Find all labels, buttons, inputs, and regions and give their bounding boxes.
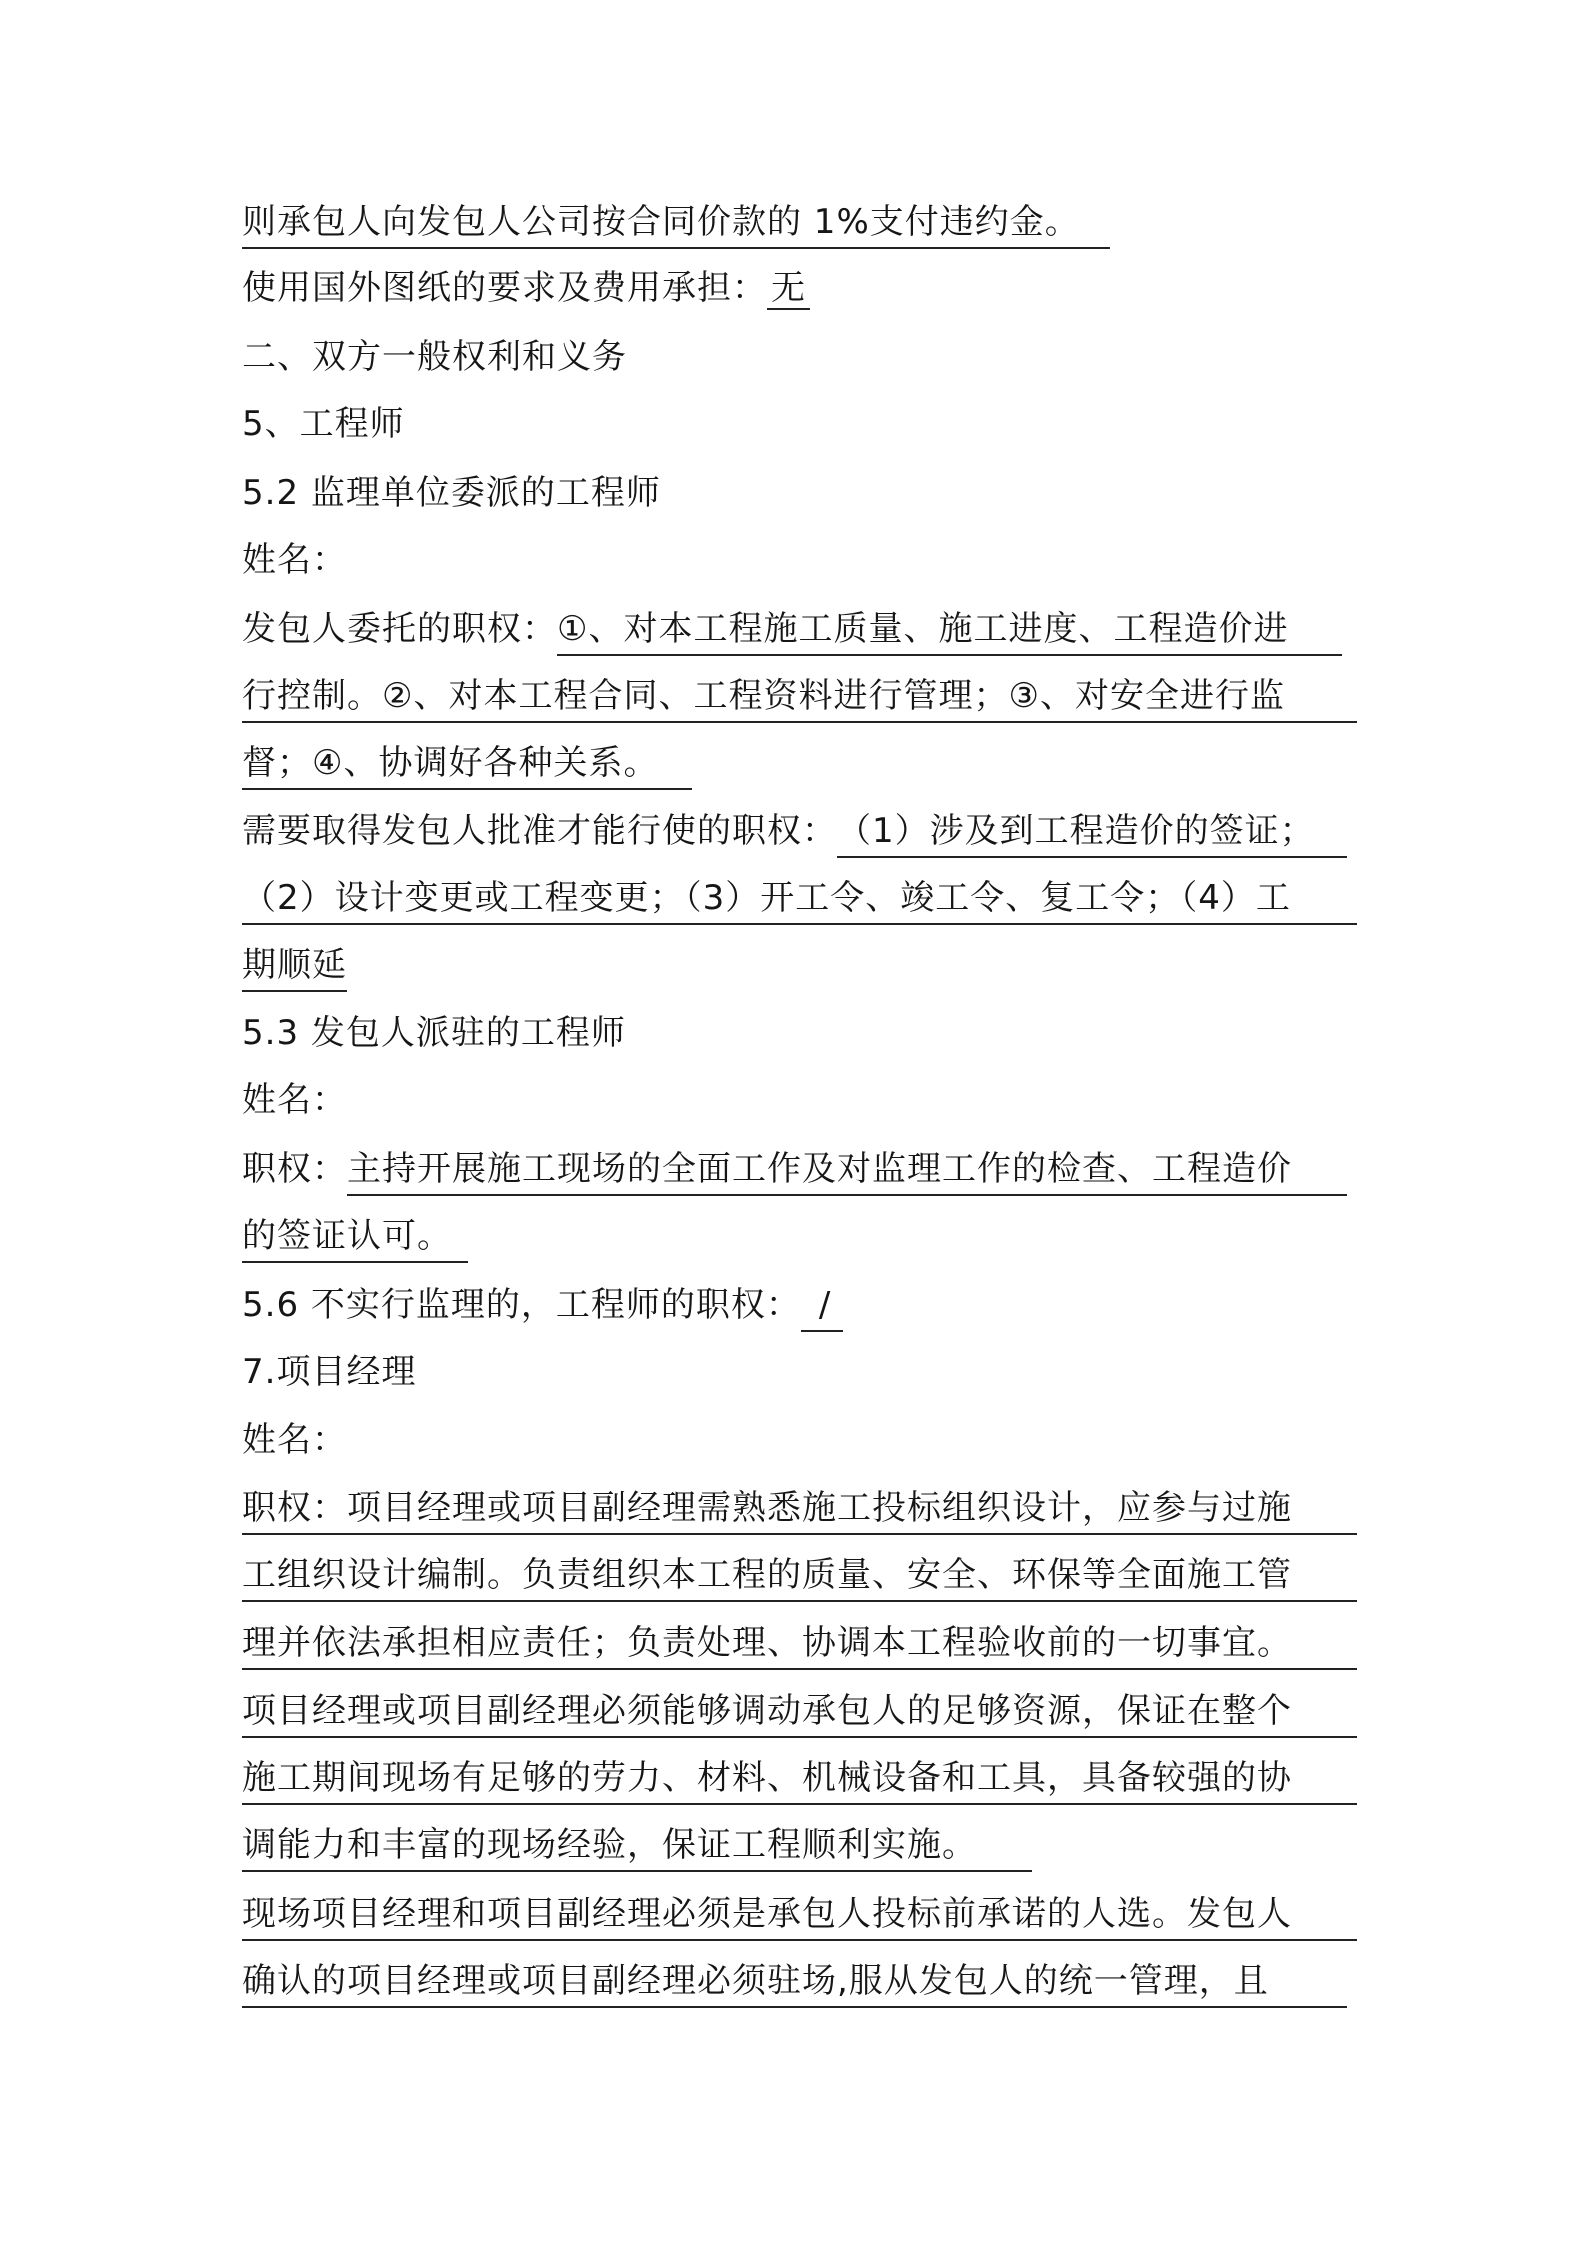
field-value: （1）涉及到工程造价的签证； xyxy=(837,811,1347,858)
underlined-text: 期顺延 xyxy=(242,945,347,992)
text-line xyxy=(242,199,1110,245)
section-heading: 7.项目经理 xyxy=(242,1352,417,1392)
text-line xyxy=(242,1688,1357,1734)
underlined-text: 则承包人向发包人公司按合同价款的 1%支付违约金。 xyxy=(242,202,1110,249)
text-line xyxy=(242,1891,1357,1937)
text-line xyxy=(242,1620,1357,1666)
text-line xyxy=(242,1822,1032,1868)
field-value: ①、对本工程施工质量、施工进度、工程造价进 xyxy=(557,609,1342,656)
underlined-text: 的签证认可。 xyxy=(242,1216,468,1263)
field-value: / xyxy=(801,1285,843,1332)
text-line xyxy=(242,606,1342,652)
text-line xyxy=(242,808,1347,854)
underlined-text: 行控制。②、对本工程合同、工程资料进行管理；③、对安全进行监 xyxy=(242,676,1357,723)
underlined-text: 施工期间现场有足够的劳力、材料、机械设备和工具，具备较强的协 xyxy=(242,1758,1357,1805)
text-line xyxy=(242,942,347,988)
underlined-text: 职权：项目经理或项目副经理需熟悉施工投标组织设计，应参与过施 xyxy=(242,1488,1357,1535)
section-heading: 二、双方一般权利和义务 xyxy=(242,337,627,377)
text-line xyxy=(242,1213,468,1259)
underlined-text: 现场项目经理和项目副经理必须是承包人投标前承诺的人选。发包人 xyxy=(242,1894,1357,1941)
text-line xyxy=(242,875,1357,921)
text-line xyxy=(242,1552,1357,1598)
field-value: 主持开展施工现场的全面工作及对监理工作的检查、工程造价 xyxy=(347,1149,1347,1196)
underlined-text: （2）设计变更或工程变更；（3）开工令、竣工令、复工令；（4）工 xyxy=(242,878,1357,925)
underlined-text: 工组织设计编制。负责组织本工程的质量、安全、环保等全面施工管 xyxy=(242,1555,1357,1602)
field-label: 职权： xyxy=(242,1149,347,1189)
text-line xyxy=(242,265,810,311)
text-line xyxy=(242,1146,1347,1192)
section-heading: 5、工程师 xyxy=(242,404,405,444)
field-value: 无 xyxy=(767,268,810,310)
name-field: 姓名： xyxy=(242,540,347,580)
field-label: 需要取得发包人批准才能行使的职权： xyxy=(242,811,837,851)
field-label: 5.6 不实行监理的，工程师的职权： xyxy=(242,1285,801,1325)
text-line xyxy=(242,740,692,786)
text-line xyxy=(242,1755,1357,1801)
subsection-heading: 5.3 发包人派驻的工程师 xyxy=(242,1013,626,1053)
underlined-text: 项目经理或项目副经理必须能够调动承包人的足够资源，保证在整个 xyxy=(242,1691,1357,1738)
text-line xyxy=(242,673,1357,719)
underlined-text: 调能力和丰富的现场经验，保证工程顺利实施。 xyxy=(242,1825,1032,1872)
subsection-heading: 5.2 监理单位委派的工程师 xyxy=(242,473,661,513)
underlined-text: 理并依法承担相应责任；负责处理、协调本工程验收前的一切事宜。 xyxy=(242,1623,1357,1670)
text-line xyxy=(242,1282,843,1328)
field-label: 发包人委托的职权： xyxy=(242,609,557,649)
field-label: 使用国外图纸的要求及费用承担： xyxy=(242,268,767,308)
text-line xyxy=(242,1485,1357,1531)
name-field: 姓名： xyxy=(242,1080,347,1120)
name-field: 姓名： xyxy=(242,1420,347,1460)
underlined-text: 确认的项目经理或项目副经理必须驻场,服从发包人的统一管理，且 xyxy=(242,1961,1347,2008)
text-line xyxy=(242,1958,1347,2004)
underlined-text: 督；④、协调好各种关系。 xyxy=(242,743,692,790)
